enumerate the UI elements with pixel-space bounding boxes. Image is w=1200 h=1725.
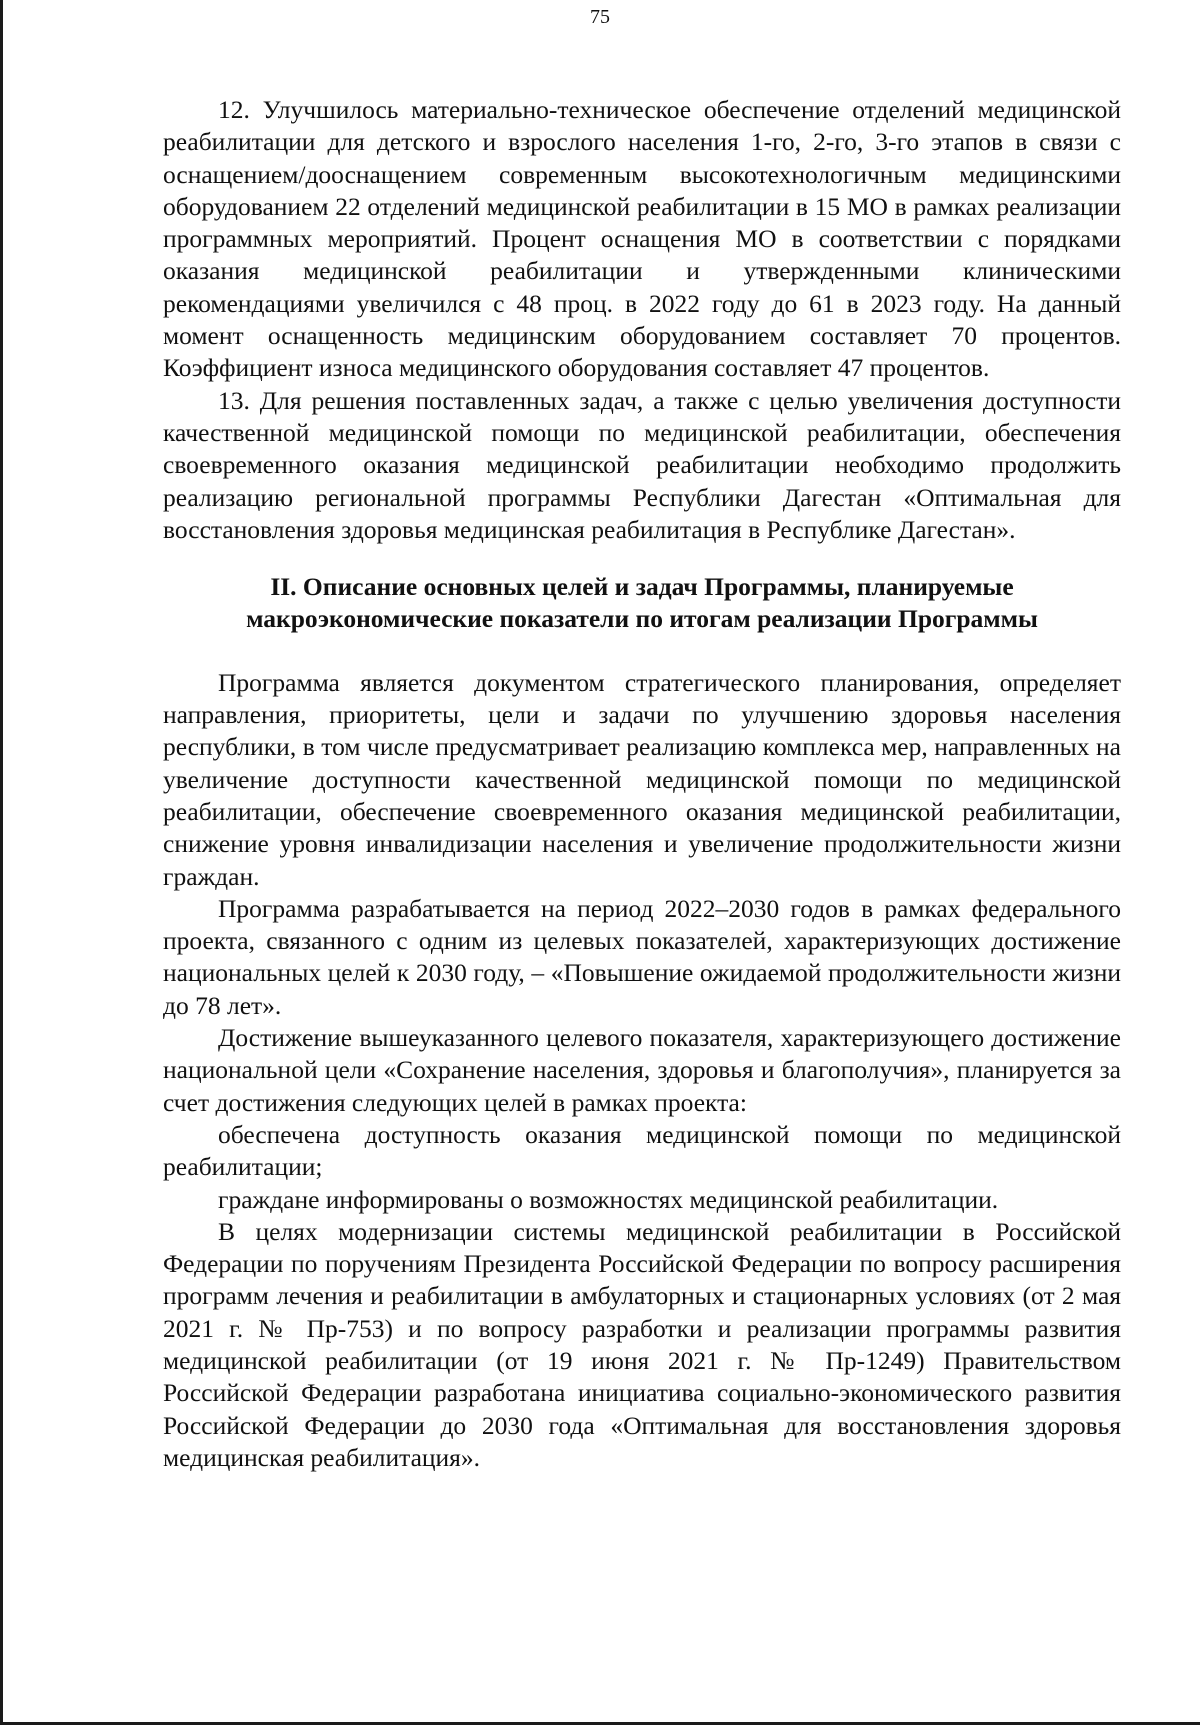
scan-border-left <box>0 0 3 1725</box>
paragraph-goal-accessibility: обеспечена доступность оказания медицинской помощи по медицинской реабилитации; <box>163 1119 1121 1182</box>
paragraph-target-achievement: Достижение вышеуказанного целевого показателя, характеризующего достижение национальной цели «Сохранение населения, здоровья и благополучия», планируется за счет достижения следующих целей в рамках проекта: <box>163 1023 1121 1117</box>
section-heading <box>163 571 1121 636</box>
paragraph-modernization: В целях модернизации системы медицинской реабилитации в Российской Федерации по поручениям Президента Российской Федерации по вопросу расширения программ лечения и реабилитации в амбулаторных и стационарных условиях (от 2 мая 2021 г. № Пр-753) и по вопросу разработки и реализации программы развития медицинской реабилитации (от 19 июня 2021 г. № Пр-1249) Правительством Российской Федерации разработана инициатива социально-экономического развития Российской Федерации до 2030 года «Оптимальная для восстановления здоровья медицинская реабилитация». <box>163 1216 1121 1472</box>
paragraph-program-definition: Программа является документом стратегического планирования, определяет направления, приоритеты, цели и задачи по улучшению здоровья населения республики, в том числе предусматривает реализацию комплекса мер, направленных на увеличение доступности качественной медицинской помощи по медицинской реабилитации, обеспечение своевременного оказания медицинской реабилитации, снижение уровня инвалидизации населения и увеличение продолжительности жизни граждан. <box>163 667 1121 891</box>
paragraph-12: 12. Улучшилось материально-техническое обеспечение отделений медицинской реабилитации для детского и взрослого населения 1-го, 2-го, 3-го этапов в связи с оснащением/дооснащением современным высокотехнологичным медицинскими оборудованием 22 отделений медицинской реабилитации в 15 МО в рамках реализации программных мероприятий. Процент оснащения МО в соответствии с порядками оказания медицинской реабилитации и утвержденными клиническими рекомендациями увеличился с 48 проц. в 2022 году до 61 в 2023 году. На данный момент оснащенность медицинским оборудованием составляет 70 процентов. Коэффициент износа медицинского оборудования составляет 47 процентов. <box>163 95 1121 383</box>
paragraph-13: 13. Для решения поставленных задач, а также с целью увеличения доступности качественной медицинской помощи по медицинской реабилитации, обеспечения своевременного оказания медицинской реабилитации необходимо продолжить реализацию региональной программы Республики Дагестан «Оптимальная для восстановления здоровья медицинская реабилитация в Республике Дагестан». <box>163 385 1121 544</box>
section-heading-line-1: II. Описание основных целей и задач Программы, планируемые <box>270 572 1014 602</box>
paragraph-program-period: Программа разрабатывается на период 2022–2030 годов в рамках федерального проекта, связанного с одним из целевых показателей, характеризующих достижение национальных целей к 2030 году, – «Повышение ожидаемой продолжительности жизни до 78 лет». <box>163 893 1121 1020</box>
document-body <box>163 94 1121 1474</box>
section-heading-line-2: макроэкономические показатели по итогам реализации Программы <box>246 604 1038 634</box>
paragraph-goal-informed: граждане информированы о возможностях медицинской реабилитации. <box>218 1184 999 1214</box>
page-number: 75 <box>590 6 610 28</box>
